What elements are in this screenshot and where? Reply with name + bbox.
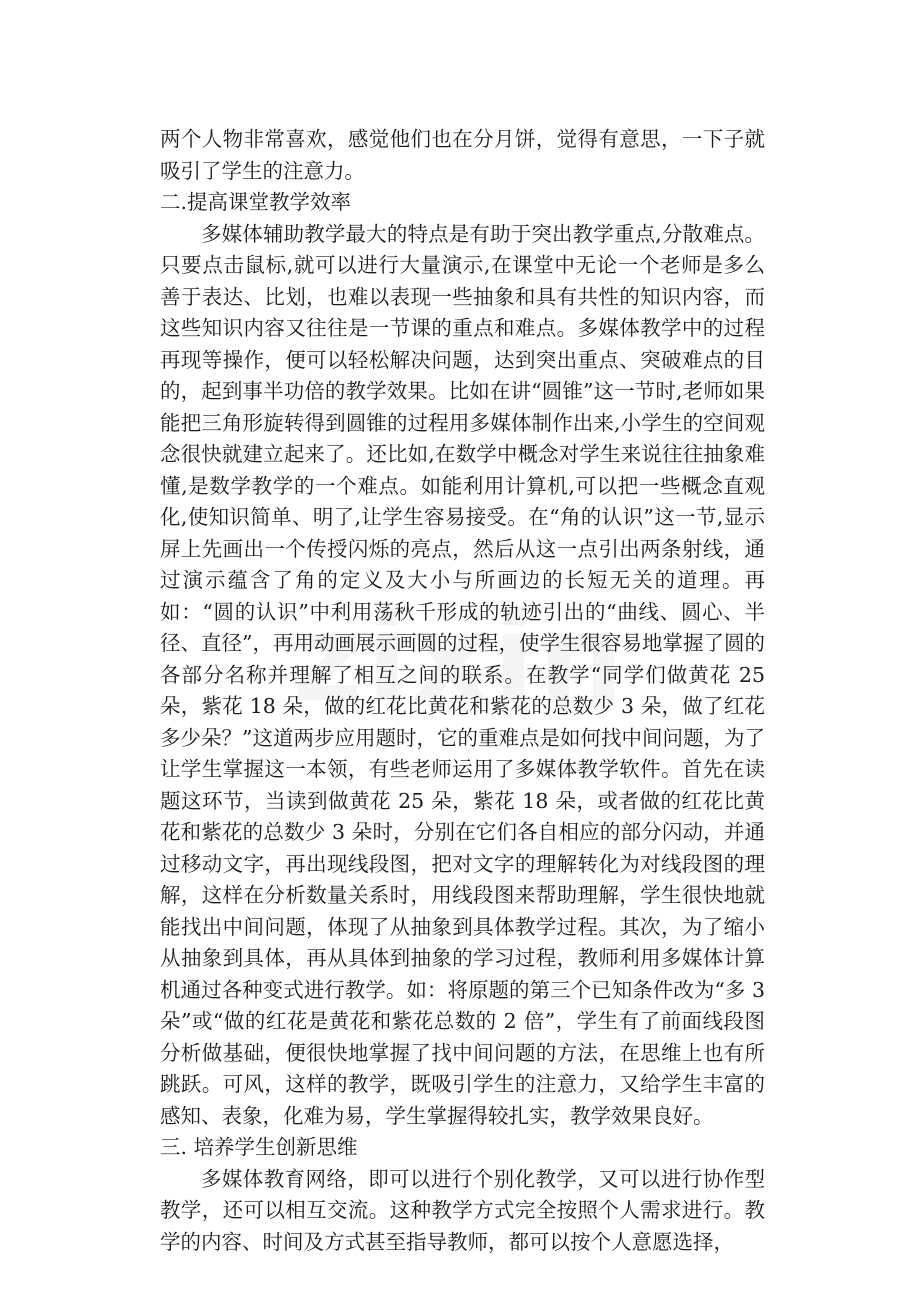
paragraph-continuation: 两个人物非常喜欢，感觉他们也在分月饼，觉得有意思，一下子就吸引了学生的注意力。 (160, 127, 765, 183)
paragraph-section-3: 多媒体教育网络，即可以进行个别化教学，又可以进行协作型教学，还可以相互交流。这种教学方式完全按照个人需求进行。教学的内容、时间及方式甚至指导教师，都可以按个人意愿选择， (160, 1166, 765, 1254)
document-page (160, 124, 765, 1258)
section-heading-2: 二.提高课堂教学效率 (160, 190, 352, 214)
paragraph-section-2: 多媒体辅助教学最大的特点是有助于突出教学重点,分散难点。只要点击鼠标,就可以进行大量演示,在课堂中无论一个老师是多么善于表达、比划，也难以表现一些抽象和具有共性的知识内容，而这些知识内容又往往是一节课的重点和难点。多媒体教学中的过程再现等操作，便可以轻松解决问题，达到突出重点、突破难点的目的，起到事半功倍的教学效果。比如在讲“圆锥”这一节时,老师如果能把三角形旋转得到圆锥的过程用多媒体制作出来,小学生的空间观念很快就建立起来了。还比如,在数学中概念对学生来说往往抽象难懂,是数学教学的一个难点。如能利用计算机,可以把一些概念直观化,使知识简单、明了,让学生容易接受。在“角的认识”这一节,显示屏上先画出一个传授闪烁的亮点，然后从这一点引出两条射线，通过演示蕴含了角的定义及大小与所画边的长短无关的道理。再如：“圆的认识”中利用荡秋千形成的轨迹引出的“曲线、圆心、半径、直径”，再用动画展示画圆的过程，使学生很容易地掌握了圆的各部分名称并理解了相互之间的联系。在教学“同学们做黄花 25 朵，紫花 18 朵，做的红花比黄花和紫花的总数少 3 朵，做了红花多少朵？”这道两步应用题时，它的重难点是如何找中间问题，为了让学生掌握这一本领，有些老师运用了多媒体教学软件。首先在读题这环节，当读到做黄花 25 朵，紫花 18 朵，或者做的红花比黄花和紫花的总数少 3 朵时，分别在它们各自相应的部分闪动，并通过移动文字，再出现线段图，把对文字的理解转化为对线段图的理解，这样在分析数量关系时，用线段图来帮助理解，学生很快地就能找出中间问题，体现了从抽象到具体教学过程。其次，为了缩小从抽象到具体，再从具体到抽象的学习过程，教师利用多媒体计算机通过各种变式进行教学。如：将原题的第三个已知条件改为“多 3 朵”或“做的红花是黄花和紫花总数的 2 倍”，学生有了前面线段图分析做基础，便很快地掌握了找中间问题的方法，在思维上也有所跳跃。可风，这样的教学，既吸引学生的注意力，又给学生丰富的感知、表象，化难为易，学生掌握得较扎实，教学效果良好。 (160, 221, 765, 1128)
section-heading-3: 三. 培养学生创新思维 (160, 1135, 358, 1159)
